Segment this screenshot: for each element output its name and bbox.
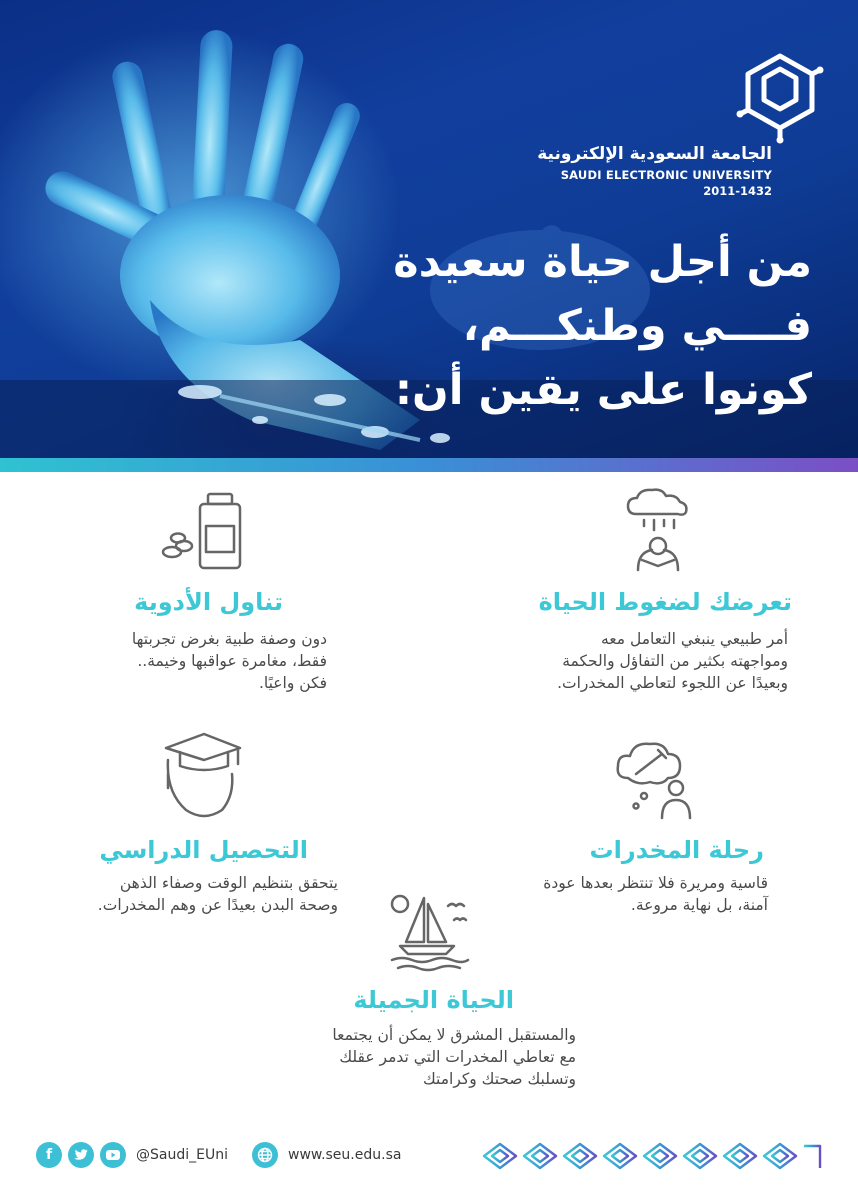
life-line-2: مع تعاطي المخدرات التي تدمر عقلك — [339, 1048, 576, 1066]
youtube-icon[interactable] — [100, 1142, 126, 1168]
social-handle[interactable]: @Saudi_EUni — [136, 1147, 228, 1163]
meds-line-1: دون وصفة طبية بغرض تجربتها — [131, 630, 327, 648]
life-text — [332, 1024, 576, 1090]
life-line-3: وتسلبك صحتك وكرامتك — [422, 1070, 576, 1088]
university-name-arabic: الجامعة السعودية الإلكترونية — [537, 144, 772, 164]
headline — [372, 230, 812, 422]
university-logo-icon — [736, 48, 824, 144]
social-links — [36, 1141, 228, 1169]
meds-line-2: فقط، مغامرة عواقبها وخيمة.. — [137, 652, 327, 670]
university-years: 2011-1432 — [703, 184, 772, 198]
website-url[interactable]: www.seu.edu.sa — [288, 1147, 402, 1163]
university-name-english: SAUDI ELECTRONIC UNIVERSITY — [560, 168, 772, 182]
medicine-bottle-icon — [160, 490, 244, 570]
journey-text — [543, 872, 768, 916]
globe-icon[interactable] — [252, 1142, 278, 1168]
study-line-2: وصحة البدن بعيدًا عن وهم المخدرات. — [97, 896, 338, 914]
decorative-pattern-icon — [480, 1138, 824, 1174]
stress-line-2: ومواجهته بكثير من التفاؤل والحكمة — [562, 652, 788, 670]
graduate-cap-head-icon — [160, 730, 242, 822]
drug-thought-person-icon — [614, 738, 698, 820]
journey-title: رحلة المخدرات — [589, 836, 764, 864]
study-line-1: يتحقق بتنظيم الوقت وصفاء الذهن — [119, 874, 338, 892]
meds-line-3: فكن واعيًا. — [258, 674, 327, 692]
stress-title: تعرضك لضغوط الحياة — [538, 588, 792, 616]
stress-cloud-person-icon — [624, 486, 692, 574]
meds-text — [132, 628, 327, 694]
journey-line-1: قاسية ومريرة فلا تنتظر بعدها عودة — [543, 874, 768, 892]
study-text — [98, 872, 338, 916]
journey-line-2: آمنة، بل نهاية مروعة. — [630, 896, 768, 914]
sailboat-sun-icon — [388, 892, 472, 972]
hero-banner — [0, 0, 858, 458]
gradient-divider — [0, 458, 858, 472]
headline-line-1: من أجل حياة سعيدة — [393, 237, 812, 287]
stress-text — [557, 628, 788, 694]
meds-title: تناول الأدوية — [134, 588, 283, 616]
headline-line-2: فــــي وطنكـــم، — [462, 301, 812, 351]
twitter-icon[interactable] — [68, 1142, 94, 1168]
life-line-1: والمستقبل المشرق لا يمكن أن يجتمعا — [332, 1026, 576, 1044]
life-title: الحياة الجميلة — [353, 986, 514, 1014]
website-link — [252, 1141, 401, 1169]
facebook-icon[interactable]: f — [36, 1142, 62, 1168]
study-title: التحصيل الدراسي — [99, 836, 308, 864]
headline-line-3: كونوا على يقين أن: — [394, 365, 812, 415]
stress-line-1: أمر طبيعي ينبغي التعامل معه — [600, 630, 788, 648]
stress-line-3: وبعيدًا عن اللجوء لتعاطي المخدرات. — [557, 674, 788, 692]
